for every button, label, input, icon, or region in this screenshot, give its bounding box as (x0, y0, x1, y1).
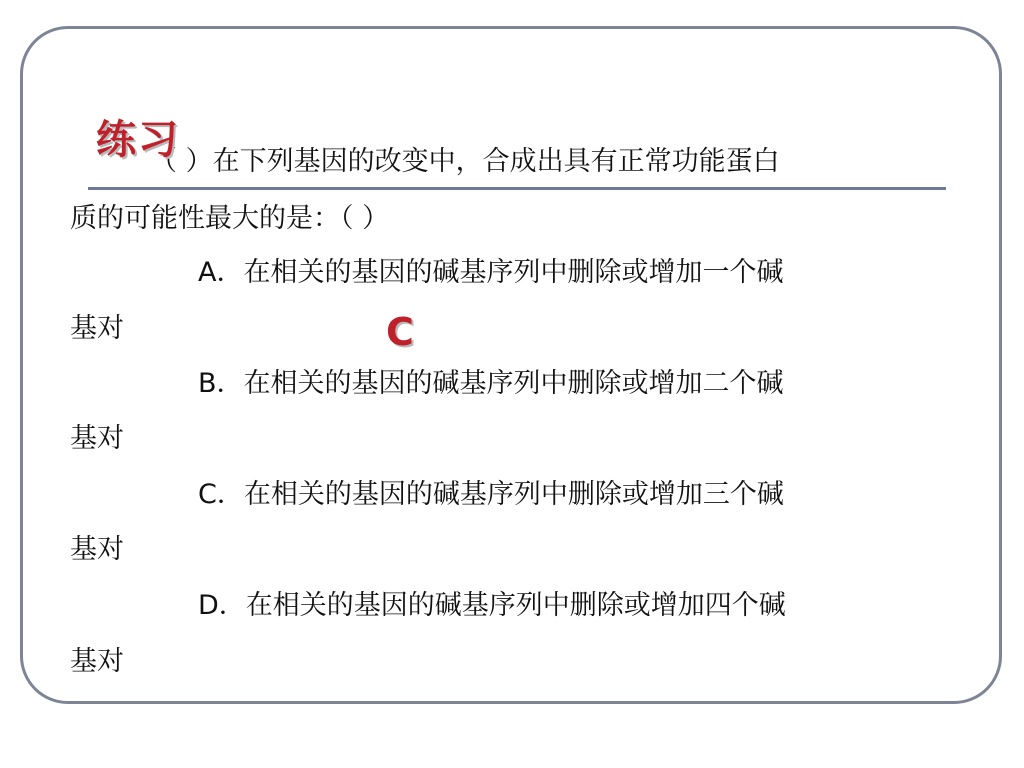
option-c-line-1: C．在相关的基因的碱基序列中删除或增加三个碱 (198, 479, 784, 510)
slide-title: 练习 (96, 116, 180, 163)
option-d-line-1: D．在相关的基因的碱基序列中删除或增加四个碱 (198, 590, 786, 621)
option-d-line-2: 基对 (70, 646, 124, 677)
title-underline (88, 187, 946, 190)
option-b-line-2: 基对 (70, 423, 124, 454)
question-stem-line-1: （ ）在下列基因的改变中，合成出具有正常功能蛋白 (150, 146, 780, 177)
answer-mark: C (386, 310, 414, 354)
option-a-line-1: A．在相关的基因的碱基序列中删除或增加一个碱 (198, 257, 784, 288)
option-a-line-2: 基对 (70, 313, 124, 344)
option-b-line-1: B．在相关的基因的碱基序列中删除或增加二个碱 (198, 368, 784, 399)
option-c-line-2: 基对 (70, 534, 124, 565)
question-stem-line-2: 质的可能性最大的是：（ ） (70, 203, 390, 234)
